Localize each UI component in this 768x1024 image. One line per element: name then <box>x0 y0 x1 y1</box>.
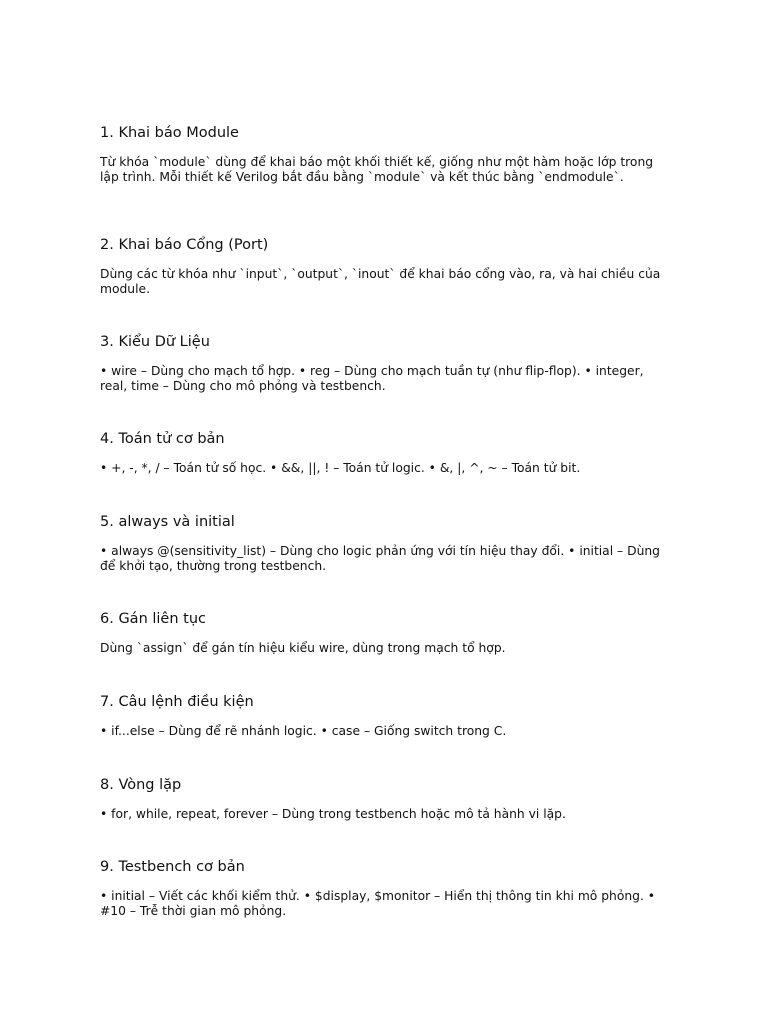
section-heading: 3. Kiểu Dữ Liệu <box>100 334 210 350</box>
section-heading: 5. always và initial <box>100 514 235 530</box>
section-port <box>100 236 672 297</box>
section-body: • always @(sensitivity_list) – Dùng cho logic phản ứng với tín hiệu thay đổi. • initial – Dùng để khởi tạo, thường trong testbench. <box>100 544 660 573</box>
section-body: • +, -, *, / – Toán tử số học. • &&, ||, ! – Toán tử logic. • &, |, ^, ~ – Toán tử bit. <box>100 461 581 475</box>
section-heading: 7. Câu lệnh điều kiện <box>100 694 254 710</box>
section-body: • if...else – Dùng để rẽ nhánh logic. • case – Giống switch trong C. <box>100 724 507 738</box>
section-body: Từ khóa `module` dùng để khai báo một khối thiết kế, giống như một hàm hoặc lớp trong lập trình. Mỗi thiết kế Verilog bắt đầu bằng `module` và kết thúc bằng `endmodule`. <box>100 155 654 184</box>
section-body: Dùng các từ khóa như `input`, `output`, `inout` để khai báo cổng vào, ra, và hai chiều của module. <box>100 267 661 296</box>
section-heading: 2. Khai báo Cổng (Port) <box>100 237 269 253</box>
section-body: • initial – Viết các khối kiểm thử. • $display, $monitor – Hiển thị thông tin khi mô phỏng. • #10 – Trễ thời gian mô phỏng. <box>100 889 656 918</box>
section-operators <box>100 430 672 476</box>
section-body: Dùng `assign` để gán tín hiệu kiểu wire, dùng trong mạch tổ hợp. <box>100 641 506 655</box>
section-heading: 4. Toán tử cơ bản <box>100 431 225 447</box>
section-module <box>100 124 672 185</box>
section-loops <box>100 776 672 822</box>
section-heading: 8. Vòng lặp <box>100 777 182 793</box>
section-conditionals <box>100 693 672 739</box>
section-continuous-assign <box>100 610 672 656</box>
section-heading: 1. Khai báo Module <box>100 125 239 141</box>
section-testbench <box>100 858 672 919</box>
section-always-initial <box>100 513 672 574</box>
section-body: • wire – Dùng cho mạch tổ hợp. • reg – Dùng cho mạch tuần tự (như flip-flop). • integer, real, time – Dùng cho mô phỏng và testbench. <box>100 364 644 393</box>
section-body: • for, while, repeat, forever – Dùng trong testbench hoặc mô tả hành vi lặp. <box>100 807 566 821</box>
section-heading: 6. Gán liên tục <box>100 611 206 627</box>
section-data-types <box>100 333 672 394</box>
section-heading: 9. Testbench cơ bản <box>100 859 245 875</box>
